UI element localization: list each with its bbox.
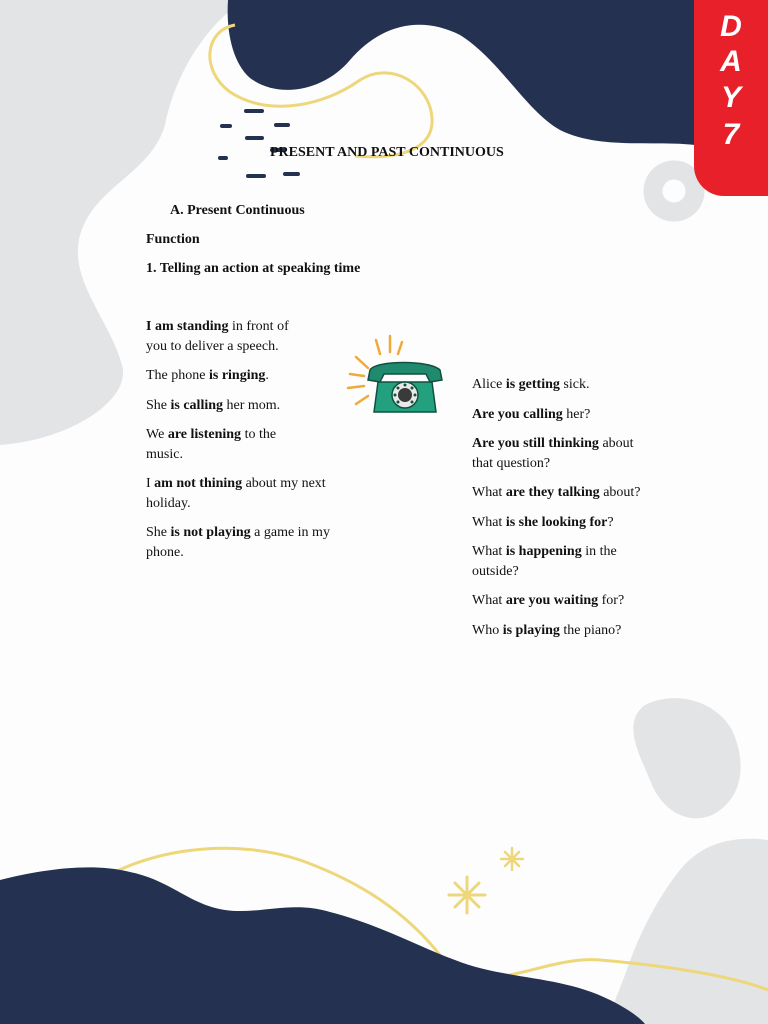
sentence-text: that question? (472, 455, 551, 471)
affirmative-negative-examples (146, 317, 361, 572)
sentence-text: She (146, 397, 171, 413)
sentence-text: holiday. (146, 495, 191, 511)
verb-phrase: is ringing (208, 368, 266, 383)
sentence-text: for? (598, 593, 625, 608)
sentence-text: to the (241, 427, 277, 442)
sentence-text: phone. (146, 544, 184, 560)
verb-phrase: are listening (167, 427, 242, 442)
sentence-text: The phone (146, 368, 209, 383)
example-sentence (472, 483, 682, 503)
sentence-text: I (146, 476, 155, 491)
sentence-text: the piano? (559, 622, 622, 638)
sentence-text: What (472, 514, 506, 530)
sentence-line (146, 445, 361, 465)
sentence-line (472, 483, 682, 503)
sentence-line (146, 366, 361, 386)
verb-phrase: is getting (505, 377, 560, 392)
example-sentence (146, 396, 361, 416)
sentence-line (472, 591, 682, 611)
example-sentence (472, 513, 682, 533)
sentence-text: She (146, 525, 171, 540)
example-sentence (472, 591, 682, 611)
sentence-text: music. (146, 446, 183, 462)
sentence-text: about (598, 436, 634, 451)
sentence-line (146, 337, 361, 357)
sentence-text: her mom. (223, 397, 281, 413)
sentence-line (472, 454, 682, 474)
example-sentence (472, 542, 682, 581)
sentence-line (146, 317, 361, 337)
sentence-line (472, 562, 682, 582)
verb-phrase: I am standing (146, 319, 229, 334)
sentence-text: you to deliver a speech. (146, 338, 279, 354)
sentence-line (146, 425, 361, 445)
badge-letter-a: A (720, 45, 742, 78)
example-sentence (146, 425, 361, 464)
sentence-text: Who (472, 622, 503, 638)
sentence-line (472, 405, 682, 425)
badge-letter-d: D (720, 10, 742, 43)
verb-phrase: Are you still thinking (472, 436, 599, 451)
sentence-line (472, 621, 682, 641)
verb-phrase: is calling (170, 397, 224, 413)
sentence-text: outside? (472, 563, 519, 579)
sentence-line (146, 396, 361, 416)
sentence-line (472, 542, 682, 562)
sentence-text: sick. (559, 377, 590, 392)
verb-phrase: is she looking for (505, 514, 608, 530)
example-sentence (146, 474, 361, 513)
sentence-line (146, 474, 361, 494)
example-sentence (472, 434, 682, 473)
sentence-text: in the (581, 544, 617, 559)
point-heading: 1. Telling an action at speaking time (146, 261, 361, 276)
example-sentence (146, 366, 361, 386)
verb-phrase: is not playing (170, 525, 251, 540)
sentence-text: about? (599, 485, 641, 500)
sentence-text: We (146, 427, 168, 442)
sentence-line (472, 513, 682, 533)
verb-phrase: are they talking (505, 485, 600, 500)
verb-phrase: Are you calling (472, 406, 563, 422)
sentence-text: her? (562, 406, 591, 422)
verb-phrase: is happening (505, 544, 582, 559)
sentence-line (472, 375, 682, 395)
function-label: Function (146, 232, 200, 247)
sentence-line (146, 494, 361, 514)
badge-letter-7: 7 (722, 118, 740, 151)
sentence-text: ? (607, 514, 614, 530)
example-sentence (472, 375, 682, 395)
example-sentence (472, 621, 682, 641)
verb-phrase: is playing (502, 622, 560, 638)
sentence-text: about my next (242, 476, 326, 491)
sentence-line (146, 523, 361, 543)
example-sentence (146, 317, 361, 356)
section-heading: A. Present Continuous (170, 203, 305, 218)
sentence-text: What (472, 593, 506, 608)
question-examples (472, 375, 682, 650)
sentence-text: . (265, 368, 269, 383)
page-title: PRESENT AND PAST CONTINUOUS (270, 145, 504, 160)
verb-phrase: are you waiting (505, 593, 599, 608)
sentence-line (472, 434, 682, 454)
sentence-line (146, 543, 361, 563)
sentence-text: What (472, 485, 506, 500)
day-7-badge (694, 0, 768, 196)
sentence-text: in front of (228, 319, 289, 334)
badge-letter-y: Y (720, 81, 741, 114)
example-sentence (472, 405, 682, 425)
sentence-text: a game in my (250, 525, 330, 540)
example-sentence (146, 523, 361, 562)
sentence-text: Alice (472, 377, 506, 392)
sentence-text: What (472, 544, 506, 559)
verb-phrase: am not thining (154, 476, 243, 491)
ringing-telephone-icon (342, 332, 452, 432)
